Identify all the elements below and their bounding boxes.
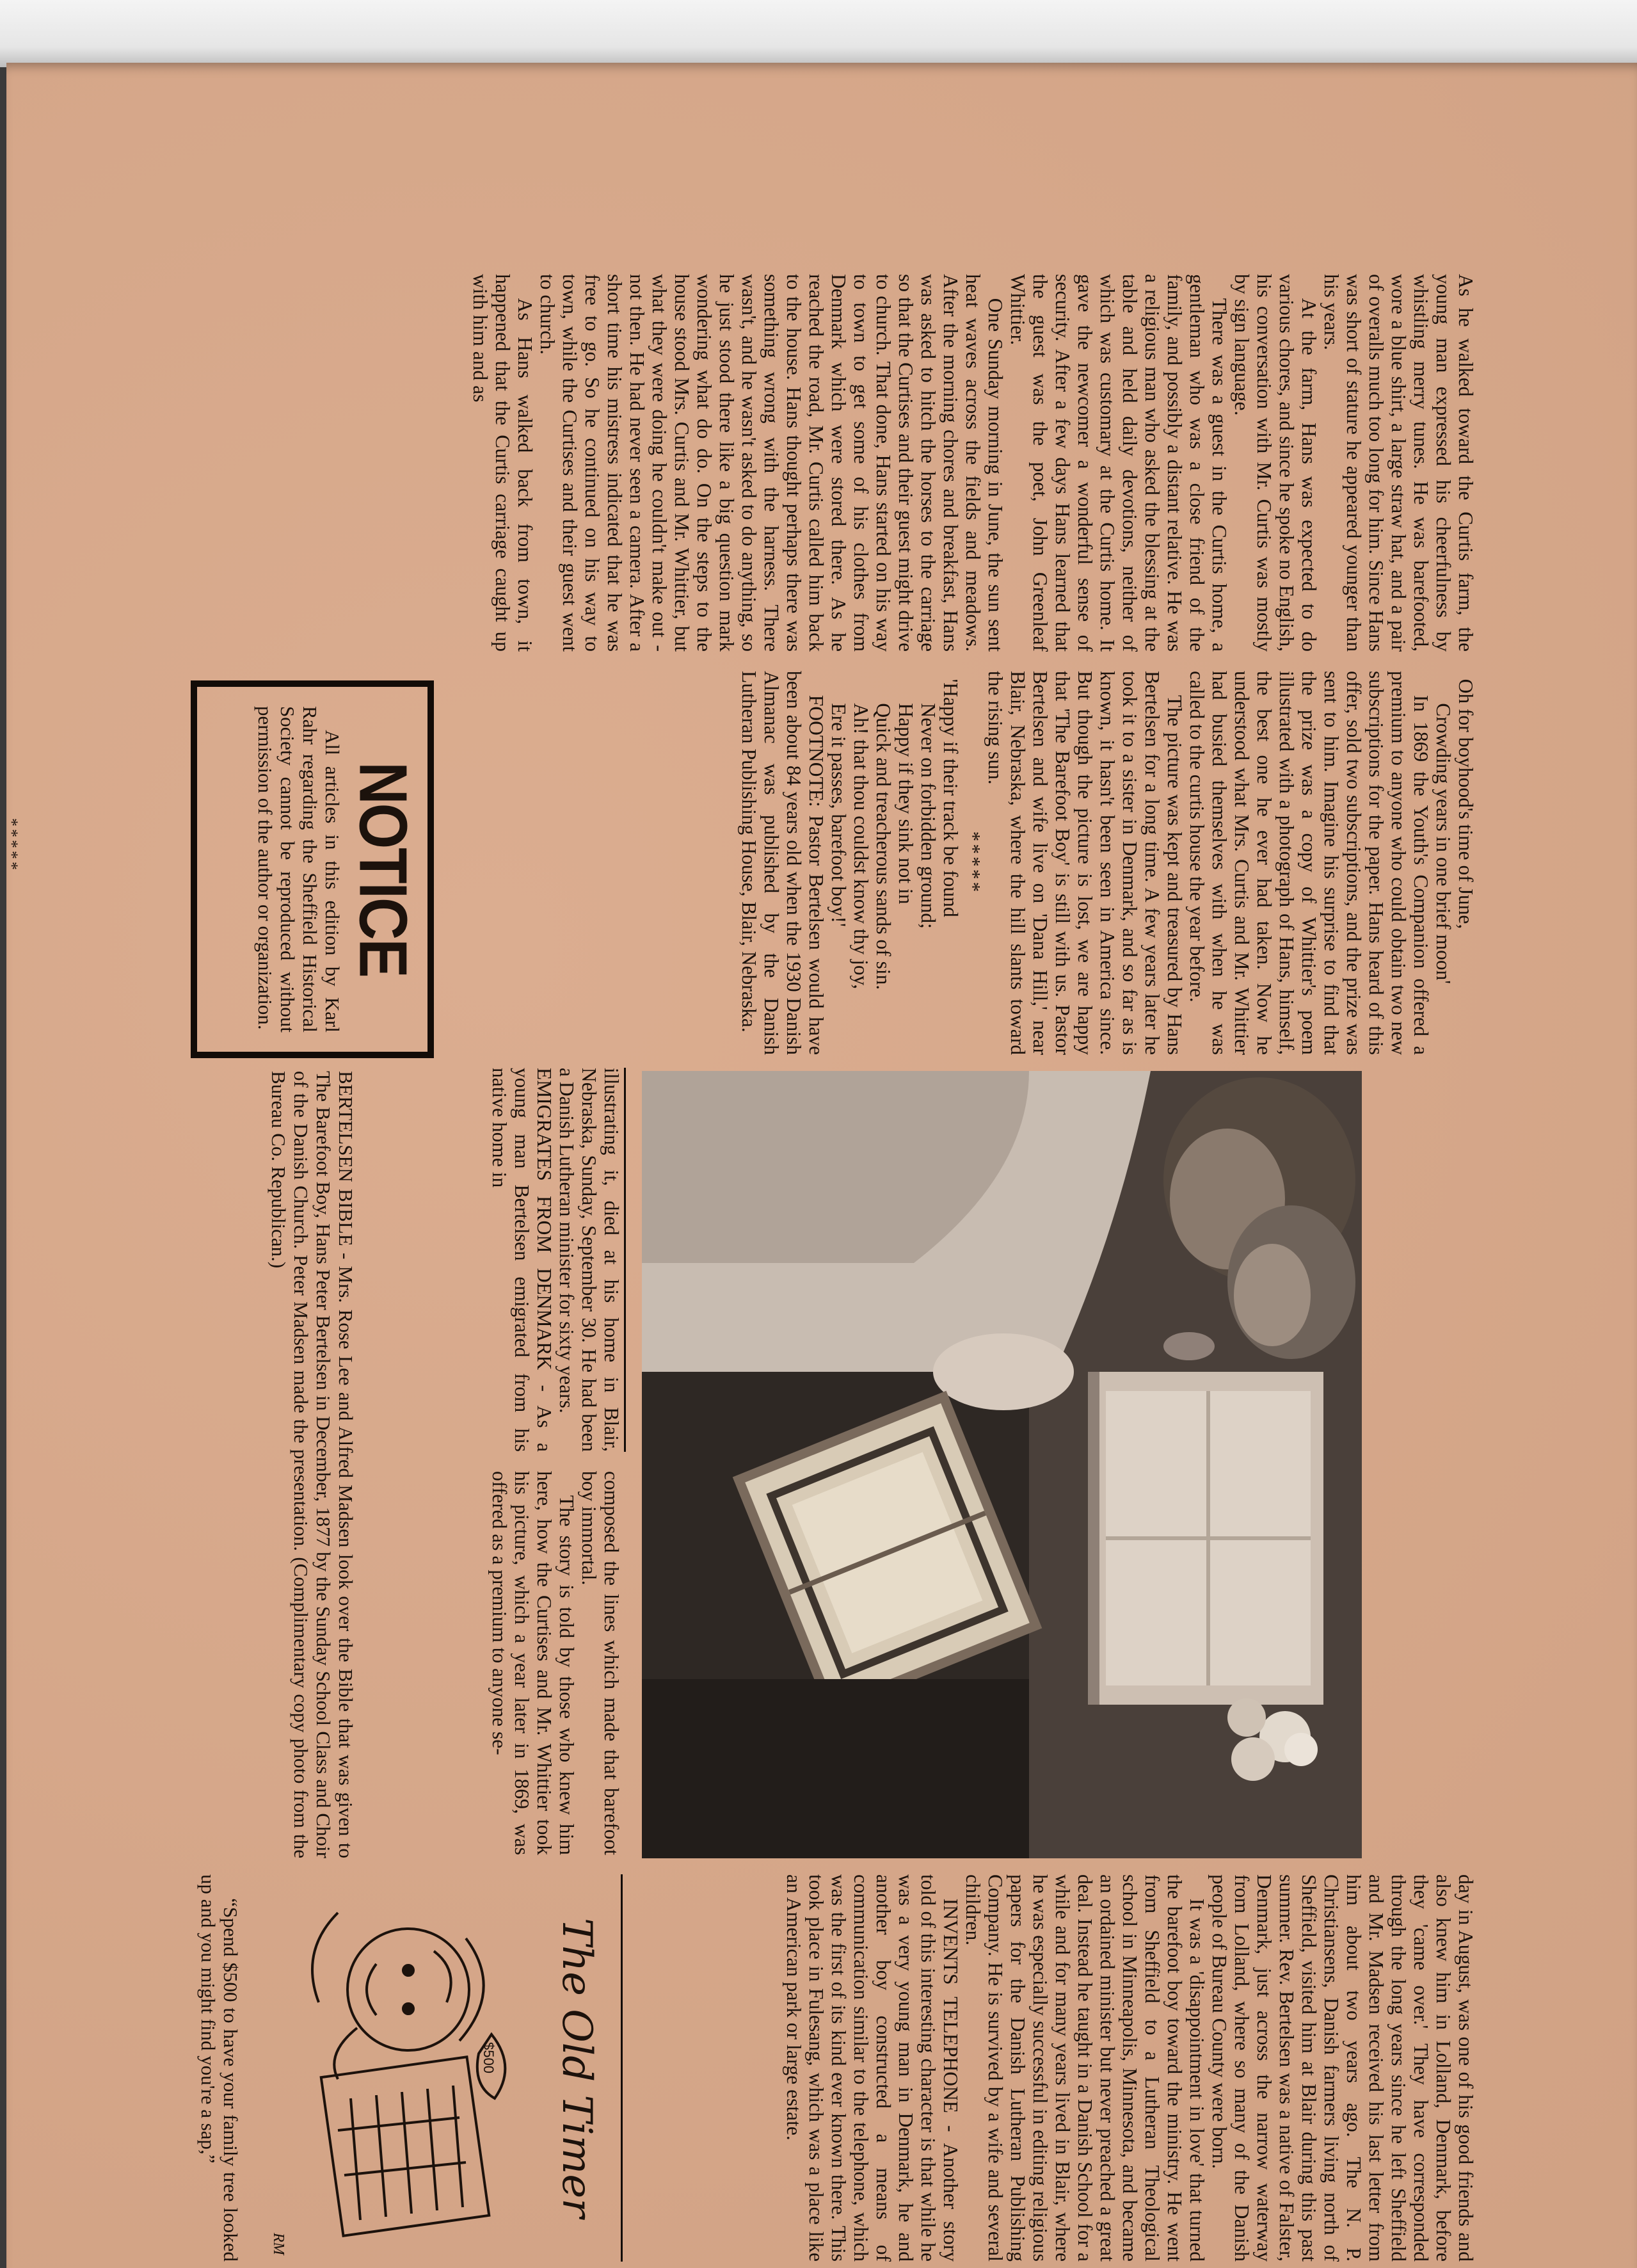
section-separator-top: ***** — [3, 818, 21, 873]
article-paragraph: As he walked toward the Curtis farm, the young man expressed his cheerfulness by whistling merry tunes. He was barefooted, wore a blue shirt, a large straw hat, and a pair of overalls much too long for him. Since Hans was short of stature he appeared younger than his years. — [1320, 274, 1477, 652]
cartoon-drawing — [261, 1874, 530, 2262]
notice-title: NOTICE — [345, 762, 420, 977]
article-paragraph: day in August, was one of his good friends and also knew him in Lolland, Denmark, before they 'came over.' They have corresponded through the long years since he left Sheffield and Mr. Madsen received his last letter from him about two years ago. The N. P. Christiansens, Danish farmers living north of Sheffield, visited him at Blair during this past summer. Rev. Bertelsen was a native of Falster, Denmark, just across the narrow waterway from Lolland, where so many of the Danish people of Bureau County were born. — [1208, 1874, 1477, 2262]
cartoon-sign-text: $500 — [481, 2042, 497, 2073]
poem-line: Happy if they sink not in — [895, 703, 917, 905]
article-paragraph: At the farm, Hans was expected to do various chores, and since he spoke no English, his conversation with Mr. Curtis was mostly by sign language. — [1231, 274, 1320, 652]
poem-line: 'Happy if their track be found — [939, 679, 962, 917]
poem-line: Crowding years in one brief moon' — [1432, 703, 1455, 985]
section-separator: ***** — [962, 831, 984, 895]
bertelsen-bible-photo — [642, 1071, 1362, 1858]
article-column-1 — [469, 274, 1477, 652]
column-rule — [621, 1874, 623, 2262]
scanner-edge — [0, 0, 1637, 67]
article-paragraph: In 1869 the Youth's Companion offered a premium to anyone who could obtain two new subscriptions for the paper. Hans heard of this offer, sold two subscriptions, and the prize was sent to him. Imagine his surprise to find that the prize was a copy of Whittier's poem illustrated with a photograph of Hans, himself, the best one he ever had taken. Now he understood what Mrs. Curtis and Mr. Whittier had busied themselves with when he was called to the curtis house the year before. — [1186, 671, 1432, 1055]
poem-line: Quick and treacherous sands of sin. — [872, 703, 895, 990]
cartoon-caption: “Spend $500 to have your family tree looked up and you might find you're a sap,” — [197, 1874, 242, 2262]
article-paragraph: The picture was kept and treasured by Hans Bertelsen for a long time. A few years later he took it to a sister in Denmark, and so far as is known, it hasn't been seen in America since. But though the picture is lost, we are happy that 'The Barefoot Boy' is still with us. Pastor Bertelsen and wife live on 'Dana Hill,' near Blair, Nebraska, where the hill slants toward the rising sun. — [984, 671, 1186, 1055]
poem-line: Oh for boyhood's time of June, — [1455, 679, 1477, 929]
article-column-2 — [738, 671, 1477, 1055]
poem-line: Never on forbidden ground; — [917, 703, 939, 929]
article-column-3 — [488, 1068, 623, 1452]
article-paragraph: EMIGRATES FROM DENMARK - As a young man Bertelsen emigrated from his native home in — [488, 1068, 555, 1452]
newspaper-page — [3, 63, 1637, 2268]
notice-text: All articles in this edition by Karl Rahr regarding the Sheffield Historical Society cannot be reproduced without permission of the author or organization. — [254, 706, 344, 1033]
article-paragraph: INVENTS TELEPHONE - Another story told of this interesting character is that while he was a very young man in Denmark, he and another boy constructed a means of communication similar to the telephone, which was the first of its kind ever known there. This took place in Fulesang, which was a place like an American park or large estate. — [783, 1874, 962, 2262]
article-column-5 — [783, 1874, 1477, 2262]
article-paragraph: There was a guest in the Curtis home, a gentleman who was a close friend of the family, and possibly a distant relative. He was a religious man who asked the blessing at the table and held daily devotions, neither of which was customary at the Curtis home. It gave the newcomer a wonderful sense of security. After a few days Hans learned that the guest was the poet, John Greenleaf Whittier. — [1007, 274, 1231, 652]
article-column-4 — [488, 1471, 623, 1855]
poem-line: Ere it passes, barefoot boy!' — [827, 703, 850, 927]
notice-box — [191, 680, 434, 1058]
cartoon-title: The Old Timer — [553, 1918, 600, 2218]
poem-line: Ah! that thou couldst know thy joy, — [850, 703, 872, 990]
article-paragraph: As Hans walked back from town, it happened that the Curtis carriage caught up with him and as — [469, 274, 536, 652]
poem-excerpt-1 — [1432, 671, 1477, 1055]
cartoon-signature: RM — [270, 2233, 287, 2255]
column-rule — [624, 1068, 626, 1452]
article-paragraph: composed the lines which made that barefoot boy immortal. — [578, 1471, 623, 1855]
photo-caption-text: BERTELSEN BIBLE - Mrs. Rose Lee and Alfred Madsen look over the Bible that was given to The Barefoot Boy, Hans Peter Bertelsen in December, 1877 by the Sunday School Class and Choir of the Danish Church. Peter Madsen made the presentation. (Complimentary copy photo from the Bureau Co. Republican.) — [268, 1071, 357, 1858]
footnote: FOOTNOTE: Pastor Bertelsen would have been about 84 years old when the 1930 Danish Almanac was published by the Danish Lutheran Publishing House, Blair, Nebraska. — [738, 671, 827, 1055]
article-paragraph: It was a 'disappointment in love' that turned the barefoot boy toward the ministry. He went from Sheffield to a Lutheran Theological school in Minneapolis, Minnesota, and became an ordained minister but never preached a great deal. Instead he taught in a Danish School for a while and for many years lived in Blair, where he was especially successful in editing religious papers for the Danish Lutheran Publishing Company. He is survived by a wife and several children. — [962, 1874, 1208, 2262]
photo-illustration — [642, 1071, 1362, 1858]
article-paragraph: The story is told by those who knew him here, how the Curtises and Mr. Whittier took his picture, which a year later in 1869, was offered as a premium to anyone se- — [488, 1471, 578, 1855]
article-paragraph: One Sunday morning in June, the sun sent heat waves across the fields and meadows. After the morning chores and breakfast, Hans was asked to hitch the horses to the carriage so that the Curtises and their guest might drive to church. That done, Hans started on his way to town to get some of his clothes from Denmark which were stored there. As he reached the road, Mr. Curtis called him back to the house. Hans thought perhaps there was something wrong with the harness. There wasn't, and he wasn't asked to do anything, so he just stood there like a big question mark wondering what do do. On the steps to the house stood Mrs. Curtis and Mr. Whittier, but what they were doing he couldn't make out - not then. He had never seen a camera. After a short time his mistress indicated that he was free to go. So he continued on his way to town, while the Curtises and their guest went to church. — [536, 274, 1007, 652]
poem-excerpt-2 — [827, 671, 962, 1055]
article-paragraph: illustrating it, died at his home in Blair, Nebraska, Sunday, September 30. He had been a Danish Lutheran minister for sixty years. — [555, 1068, 623, 1452]
old-timer-cartoon — [50, 1874, 600, 2262]
rotated-newspaper-content — [3, 63, 1637, 2268]
